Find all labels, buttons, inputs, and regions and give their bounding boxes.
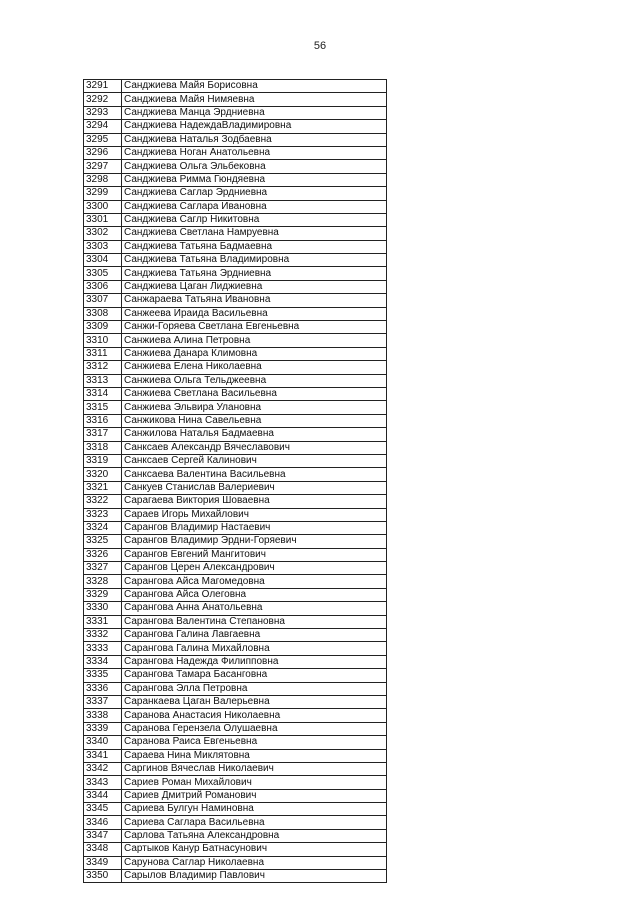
person-name: Санжиева Елена Николаевна xyxy=(122,361,387,374)
person-name: Санджиева Ноган Анатольевна xyxy=(122,146,387,159)
row-number: 3299 xyxy=(84,187,122,200)
row-number: 3335 xyxy=(84,669,122,682)
row-number: 3336 xyxy=(84,682,122,695)
table-row xyxy=(84,535,387,548)
person-name: Сарангова Галина Лавгаевна xyxy=(122,629,387,642)
person-name: Санджиева Татьяна Владимировна xyxy=(122,254,387,267)
person-name: Сарангов Владимир Настаевич xyxy=(122,521,387,534)
row-number: 3301 xyxy=(84,213,122,226)
row-number: 3342 xyxy=(84,762,122,775)
row-number: 3307 xyxy=(84,294,122,307)
table-row xyxy=(84,575,387,588)
row-number: 3294 xyxy=(84,120,122,133)
table-row xyxy=(84,160,387,173)
person-name: Саранкаева Цаган Валерьевна xyxy=(122,695,387,708)
table-row xyxy=(84,280,387,293)
table-row xyxy=(84,454,387,467)
row-number: 3305 xyxy=(84,267,122,280)
person-name: Санксаев Александр Вячеславович xyxy=(122,441,387,454)
person-name: Саргинов Вячеслав Николаевич xyxy=(122,762,387,775)
table-row xyxy=(84,762,387,775)
person-name: Санджиева Светлана Намруевна xyxy=(122,227,387,240)
row-number: 3344 xyxy=(84,789,122,802)
person-name: Сарангова Элла Петровна xyxy=(122,682,387,695)
person-name: Сарылов Владимир Павлович xyxy=(122,870,387,883)
row-number: 3302 xyxy=(84,227,122,240)
table-row xyxy=(84,548,387,561)
row-number: 3328 xyxy=(84,575,122,588)
person-name: Сарунова Саглар Николаевна xyxy=(122,856,387,869)
row-number: 3293 xyxy=(84,106,122,119)
person-name: Сарангов Церен Александрович xyxy=(122,562,387,575)
row-number: 3345 xyxy=(84,803,122,816)
table-row xyxy=(84,106,387,119)
row-number: 3300 xyxy=(84,200,122,213)
row-number: 3308 xyxy=(84,307,122,320)
person-name: Саранова Раиса Евгеньевна xyxy=(122,736,387,749)
person-name: Сарлова Татьяна Александровна xyxy=(122,829,387,842)
row-number: 3296 xyxy=(84,146,122,159)
table-row xyxy=(84,615,387,628)
table-row xyxy=(84,508,387,521)
table-row xyxy=(84,187,387,200)
table-row xyxy=(84,401,387,414)
person-name: Сарангова Тамара Басанговна xyxy=(122,669,387,682)
table-row xyxy=(84,441,387,454)
person-name: Санксаев Сергей Калинович xyxy=(122,454,387,467)
person-name: Санжиева Ольга Тельджеевна xyxy=(122,374,387,387)
table-row xyxy=(84,133,387,146)
person-name: Санджиева Цаган Лиджиевна xyxy=(122,280,387,293)
row-number: 3333 xyxy=(84,642,122,655)
row-number: 3334 xyxy=(84,655,122,668)
table-row xyxy=(84,200,387,213)
person-name: Саранова Анастасия Николаевна xyxy=(122,709,387,722)
table-row xyxy=(84,709,387,722)
table-row xyxy=(84,789,387,802)
table-row xyxy=(84,374,387,387)
row-number: 3291 xyxy=(84,80,122,93)
person-name: Санджиева Наталья Зодбаевна xyxy=(122,133,387,146)
person-name: Сарангов Владимир Эрдни-Горяевич xyxy=(122,535,387,548)
table-row xyxy=(84,213,387,226)
row-number: 3349 xyxy=(84,856,122,869)
row-number: 3315 xyxy=(84,401,122,414)
table-row xyxy=(84,669,387,682)
row-number: 3347 xyxy=(84,829,122,842)
row-number: 3322 xyxy=(84,495,122,508)
person-name: Сарангова Айса Олеговна xyxy=(122,588,387,601)
row-number: 3295 xyxy=(84,133,122,146)
table-row xyxy=(84,870,387,883)
row-number: 3350 xyxy=(84,870,122,883)
row-number: 3327 xyxy=(84,562,122,575)
row-number: 3340 xyxy=(84,736,122,749)
person-name: Санджиева Саглар Эрдниевна xyxy=(122,187,387,200)
person-name: Сарангов Евгений Мангитович xyxy=(122,548,387,561)
table-row xyxy=(84,321,387,334)
person-name: Саранова Герензела Олушаевна xyxy=(122,722,387,735)
person-name: Санджиева Манца Эрдниевна xyxy=(122,106,387,119)
row-number: 3317 xyxy=(84,428,122,441)
row-number: 3316 xyxy=(84,414,122,427)
table-row xyxy=(84,146,387,159)
person-name: Санкуев Станислав Валериевич xyxy=(122,481,387,494)
table-row xyxy=(84,655,387,668)
row-number: 3324 xyxy=(84,521,122,534)
table-row xyxy=(84,428,387,441)
table-row xyxy=(84,722,387,735)
table-row xyxy=(84,749,387,762)
row-number: 3330 xyxy=(84,602,122,615)
row-number: 3314 xyxy=(84,387,122,400)
table-row xyxy=(84,387,387,400)
person-name: Сараева Нина Миклятовна xyxy=(122,749,387,762)
row-number: 3341 xyxy=(84,749,122,762)
row-number: 3297 xyxy=(84,160,122,173)
table-row xyxy=(84,562,387,575)
row-number: 3318 xyxy=(84,441,122,454)
row-number: 3348 xyxy=(84,843,122,856)
person-name: Санжиева Данара Климовна xyxy=(122,347,387,360)
person-name: Санжеева Ираида Васильевна xyxy=(122,307,387,320)
row-number: 3325 xyxy=(84,535,122,548)
person-name: Сарангова Айса Магомедовна xyxy=(122,575,387,588)
person-name: Санджиева НадеждаВладимировна xyxy=(122,120,387,133)
row-number: 3292 xyxy=(84,93,122,106)
person-name: Сартыков Канур Батнасунович xyxy=(122,843,387,856)
person-list-table xyxy=(83,79,387,883)
person-name: Санджиева Римма Гюндяевна xyxy=(122,173,387,186)
person-name: Санксаева Валентина Васильевна xyxy=(122,468,387,481)
row-number: 3329 xyxy=(84,588,122,601)
person-name: Сарангова Валентина Степановна xyxy=(122,615,387,628)
table-row xyxy=(84,588,387,601)
row-number: 3337 xyxy=(84,695,122,708)
table-row xyxy=(84,642,387,655)
row-number: 3309 xyxy=(84,321,122,334)
person-name: Санжиева Эльвира Улановна xyxy=(122,401,387,414)
person-name: Санжикова Нина Савельевна xyxy=(122,414,387,427)
table-row xyxy=(84,93,387,106)
row-number: 3310 xyxy=(84,334,122,347)
table-row xyxy=(84,240,387,253)
table-row xyxy=(84,80,387,93)
person-name: Санджиева Майя Борисовна xyxy=(122,80,387,93)
row-number: 3338 xyxy=(84,709,122,722)
person-name: Сариева Саглара Васильевна xyxy=(122,816,387,829)
table-row xyxy=(84,816,387,829)
person-name: Санджиева Ольга Эльбековна xyxy=(122,160,387,173)
person-name: Сараев Игорь Михайлович xyxy=(122,508,387,521)
person-name: Санжиева Алина Петровна xyxy=(122,334,387,347)
row-number: 3320 xyxy=(84,468,122,481)
row-number: 3323 xyxy=(84,508,122,521)
page-number: 56 xyxy=(313,40,327,52)
table-row xyxy=(84,736,387,749)
table-row xyxy=(84,173,387,186)
table-row xyxy=(84,347,387,360)
table-row xyxy=(84,334,387,347)
person-name: Санджиева Татьяна Эрдниевна xyxy=(122,267,387,280)
table-row xyxy=(84,120,387,133)
table-row xyxy=(84,227,387,240)
table-row xyxy=(84,521,387,534)
row-number: 3346 xyxy=(84,816,122,829)
table-row xyxy=(84,856,387,869)
table-row xyxy=(84,267,387,280)
row-number: 3306 xyxy=(84,280,122,293)
table-row xyxy=(84,414,387,427)
person-name: Сариев Дмитрий Романович xyxy=(122,789,387,802)
person-name: Санджиева Саглр Никитовна xyxy=(122,213,387,226)
table-row xyxy=(84,776,387,789)
table-row xyxy=(84,294,387,307)
table-row xyxy=(84,468,387,481)
row-number: 3303 xyxy=(84,240,122,253)
person-name: Сариева Булгун Наминовна xyxy=(122,803,387,816)
row-number: 3298 xyxy=(84,173,122,186)
row-number: 3311 xyxy=(84,347,122,360)
table-row xyxy=(84,254,387,267)
row-number: 3312 xyxy=(84,361,122,374)
person-name: Санджиева Майя Нимяевна xyxy=(122,93,387,106)
row-number: 3343 xyxy=(84,776,122,789)
person-name: Сариев Роман Михайлович xyxy=(122,776,387,789)
person-name: Санджиева Саглара Ивановна xyxy=(122,200,387,213)
row-number: 3321 xyxy=(84,481,122,494)
table-row xyxy=(84,843,387,856)
person-name: Сарангова Надежда Филипповна xyxy=(122,655,387,668)
table-row xyxy=(84,495,387,508)
row-number: 3304 xyxy=(84,254,122,267)
person-name: Сарангова Анна Анатольевна xyxy=(122,602,387,615)
person-name: Сарагаева Виктория Шоваевна xyxy=(122,495,387,508)
row-number: 3332 xyxy=(84,629,122,642)
row-number: 3313 xyxy=(84,374,122,387)
person-name: Санжиева Светлана Васильевна xyxy=(122,387,387,400)
table-row xyxy=(84,481,387,494)
person-name: Санджиева Татьяна Бадмаевна xyxy=(122,240,387,253)
row-number: 3339 xyxy=(84,722,122,735)
row-number: 3326 xyxy=(84,548,122,561)
table-row xyxy=(84,307,387,320)
person-name: Санжараева Татьяна Ивановна xyxy=(122,294,387,307)
row-number: 3331 xyxy=(84,615,122,628)
table-row xyxy=(84,629,387,642)
table-row xyxy=(84,695,387,708)
table-row xyxy=(84,602,387,615)
table-row xyxy=(84,803,387,816)
table-body xyxy=(84,80,387,883)
table-row xyxy=(84,361,387,374)
person-name: Санжи-Горяева Светлана Евгеньевна xyxy=(122,321,387,334)
table-row xyxy=(84,682,387,695)
person-name: Санжилова Наталья Бадмаевна xyxy=(122,428,387,441)
row-number: 3319 xyxy=(84,454,122,467)
person-name: Сарангова Галина Михайловна xyxy=(122,642,387,655)
table-row xyxy=(84,829,387,842)
